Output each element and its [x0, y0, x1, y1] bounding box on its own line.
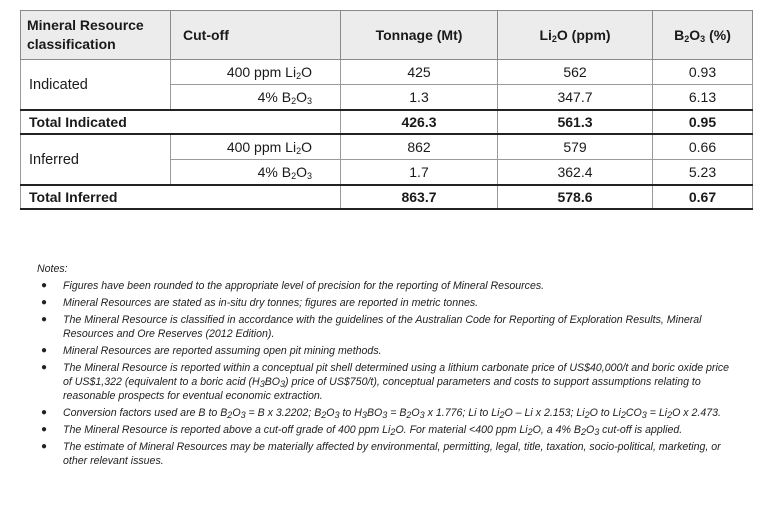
header-cutoff: Cut-off — [171, 11, 341, 60]
note-text: The Mineral Resource is reported within a conceptual pit shell determined using a lithium carbonate price of US$40,000/t and boric oxide price of US$1,322 (equivalent to a boric acid $(H_3BO_3)$ price of US$750/t), conceptual parameters and costs to support assumptions relating to reasonable prospects for eventual economic extraction. — [63, 362, 730, 402]
tonnage-cell: 862 — [341, 134, 498, 160]
cutoff-cell: 400 ppm $Li_2O$ — [171, 134, 341, 160]
header-b2o3: $B_2O_3$ (%) — [653, 11, 753, 60]
list-item — [37, 279, 737, 293]
b2o3-cell: 5.23 — [653, 160, 753, 186]
total-b2o3-cell: 0.95 — [653, 110, 753, 134]
notes-list — [37, 279, 737, 468]
b2o3-cell: 6.13 — [653, 85, 753, 111]
note-text: The estimate of Mineral Resources may be materially affected by environmental, permitting, legal, title, taxation, socio-political, marketing, or other relevant issues. — [63, 441, 721, 467]
inferred-label: Inferred — [21, 134, 171, 185]
list-item — [37, 344, 737, 358]
header-classification: Mineral Resource classification — [21, 11, 171, 60]
bullet-icon: ● — [41, 424, 48, 435]
total-inferred-label: Total Inferred — [21, 185, 341, 209]
list-item — [37, 361, 737, 403]
b2o3-cell: 0.66 — [653, 134, 753, 160]
total-tonnage-cell: 863.7 — [341, 185, 498, 209]
total-inferred-row — [21, 185, 753, 209]
table-row — [21, 60, 753, 85]
total-indicated-label: Total Indicated — [21, 110, 341, 134]
bullet-icon: ● — [41, 362, 48, 373]
list-item — [37, 296, 737, 310]
header-li2o: $Li_2O$ (ppm) — [498, 11, 653, 60]
total-li2o-cell: 578.6 — [498, 185, 653, 209]
bullet-icon: ● — [41, 407, 48, 418]
li2o-cell: 562 — [498, 60, 653, 85]
list-item — [37, 313, 737, 341]
bullet-icon: ● — [41, 441, 48, 452]
total-indicated-row — [21, 110, 753, 134]
notes-section — [37, 262, 737, 471]
bullet-icon: ● — [41, 297, 48, 308]
note-text: The Mineral Resource is classified in accordance with the guidelines of the Australian Code for Reporting of Exploration Results, Mineral Resources and Ore Reserves (2012 Edition). — [63, 314, 702, 340]
header-tonnage: Tonnage (Mt) — [341, 11, 498, 60]
cutoff-cell: 4% $B_2O_3$ — [171, 160, 341, 186]
cutoff-cell: 400 ppm $Li_2O$ — [171, 60, 341, 85]
note-text: Figures have been rounded to the appropriate level of precision for the reporting of Mineral Resources. — [63, 280, 545, 292]
total-li2o-cell: 561.3 — [498, 110, 653, 134]
table-row — [21, 134, 753, 160]
note-text: Mineral Resources are reported assuming open pit mining methods. — [63, 345, 382, 357]
note-text: The Mineral Resource is reported above a cut-off grade of 400 ppm $Li_2O$. For material <400 ppm $Li_2O$, a 4% $B_2O_3$ cut-off is applied. — [63, 424, 683, 437]
list-item — [37, 423, 737, 437]
note-text: Mineral Resources are stated as in-situ dry tonnes; figures are reported in metric tonnes. — [63, 297, 479, 309]
tonnage-cell: 425 — [341, 60, 498, 85]
mineral-resource-table — [20, 10, 753, 210]
li2o-cell: 362.4 — [498, 160, 653, 186]
b2o3-cell: 0.93 — [653, 60, 753, 85]
table-header-row — [21, 11, 753, 60]
li2o-cell: 347.7 — [498, 85, 653, 111]
total-tonnage-cell: 426.3 — [341, 110, 498, 134]
li2o-cell: 579 — [498, 134, 653, 160]
tonnage-cell: 1.7 — [341, 160, 498, 186]
indicated-label: Indicated — [21, 60, 171, 111]
note-text: Conversion factors used are B to $B_2O_3 = B$ x 3.2202; $B_2O_3$ to $H_3BO_3 = B_2O_3$ x 1.776; Li to $Li_2O$ – Li x 2.153; $Li_2O$ to $Li_2CO_3 = Li_2O$ x 2.473. — [63, 407, 721, 420]
bullet-icon: ● — [41, 280, 48, 291]
cutoff-cell: 4% $B_2O_3$ — [171, 85, 341, 111]
bullet-icon: ● — [41, 345, 48, 356]
total-b2o3-cell: 0.67 — [653, 185, 753, 209]
tonnage-cell: 1.3 — [341, 85, 498, 111]
list-item — [37, 406, 737, 420]
bullet-icon: ● — [41, 314, 48, 325]
notes-title: Notes: — [37, 263, 68, 275]
list-item — [37, 440, 737, 468]
